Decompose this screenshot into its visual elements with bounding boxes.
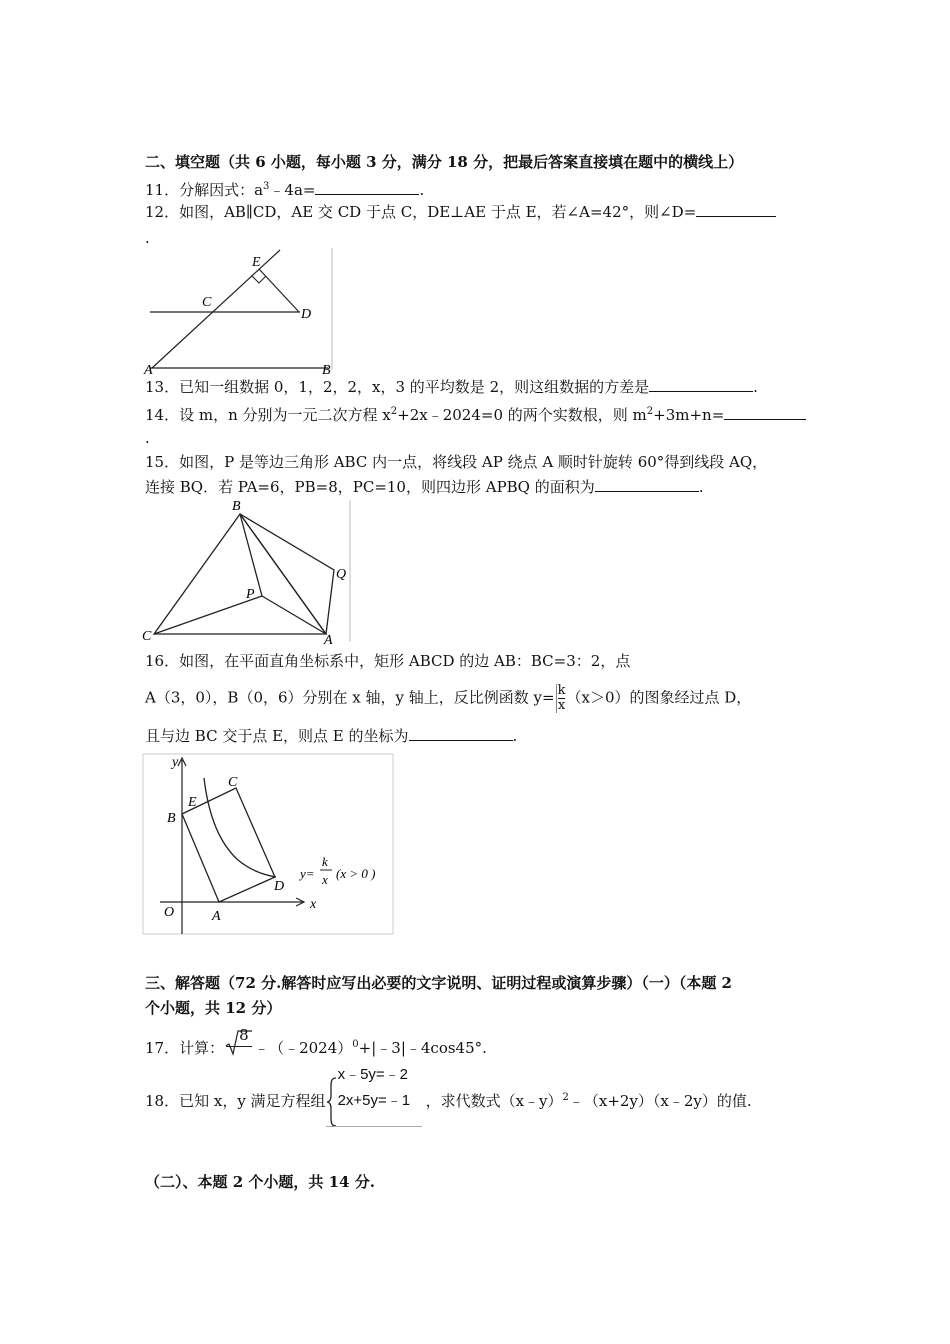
q17-label: 17．计算：	[145, 1039, 225, 1057]
section-3-heading-line-2: 个小题，共 12 分）	[145, 999, 282, 1017]
fraction-denominator: x	[557, 698, 566, 713]
label-b: B	[167, 811, 176, 826]
label-a: A	[212, 909, 221, 924]
q17-text-a: ﹣（﹣2024）	[254, 1039, 353, 1057]
q14-text-a: 14．设 m，n 分别为一元二次方程 x	[145, 406, 391, 424]
q18-equation-system	[326, 1066, 426, 1128]
q13-answer-blank[interactable]	[649, 377, 753, 392]
brace-icon	[326, 1076, 338, 1128]
q11-text: 11．分解因式：a	[145, 181, 264, 199]
q13-end: .	[753, 378, 758, 396]
segment-ba	[240, 514, 326, 634]
q15-answer-blank[interactable]	[595, 477, 699, 492]
equation-2: 2x+5y=﹣1	[337, 1092, 411, 1109]
label-o: O	[164, 905, 175, 920]
question-15-line-2	[145, 477, 704, 497]
q16-text-c: 且与边 BC 交于点 E，则点 E 的坐标为	[145, 727, 409, 745]
question-12	[145, 202, 776, 222]
q11-text-b: ﹣4a=	[269, 181, 316, 199]
triangle-abc	[154, 514, 326, 634]
q16-text-a: A（3，0），B（0，6）分别在 x 轴，y 轴上，反比例函数 y=	[145, 688, 555, 707]
function-label: y=	[300, 866, 315, 881]
q12-answer-blank[interactable]	[696, 202, 776, 217]
label-x: x	[310, 897, 317, 912]
label-e: E	[252, 255, 261, 270]
label-d: D	[274, 879, 285, 894]
line-ae	[152, 250, 280, 368]
q18-text-a: ，求代数式（x﹣y）	[425, 1092, 563, 1110]
q16-answer-blank[interactable]	[409, 726, 513, 741]
q11-sup: 3	[263, 181, 270, 192]
hyperbola-curve	[204, 778, 276, 877]
label-c: C	[228, 775, 238, 790]
sqrt-argument: 8	[239, 1026, 249, 1044]
underline	[326, 1126, 422, 1127]
q12-continuation: .	[145, 229, 150, 247]
question-11	[145, 177, 424, 200]
label-b: B	[322, 363, 331, 376]
label-q: Q	[336, 567, 347, 582]
q12-text: 12．如图，AB∥CD，AE 交 CD 于点 C，DE⊥AE 于点 E，若∠A=42°，则∠D=	[145, 203, 697, 221]
q11-end: .	[419, 181, 425, 199]
label-d: D	[301, 307, 312, 322]
question-14	[145, 402, 806, 425]
question-16-line-3	[145, 726, 517, 746]
function-numerator: k	[322, 854, 328, 869]
q14-answer-blank[interactable]	[724, 405, 806, 420]
label-a: A	[144, 363, 153, 376]
label-y: y	[172, 755, 179, 770]
function-denominator: x	[322, 872, 328, 887]
label-e: E	[188, 795, 197, 810]
label-b: B	[232, 499, 241, 514]
question-16-line-2	[145, 684, 751, 713]
q15-figure	[140, 496, 355, 646]
q13-text: 13．已知一组数据 0，1，2，2，x，3 的平均数是 2，则这组数据的方差是	[145, 378, 650, 396]
segments-bq-qa	[240, 514, 334, 634]
question-17	[145, 1026, 487, 1067]
q14-text-c: +3m+n=	[653, 406, 725, 424]
line-de	[259, 269, 299, 312]
question-13	[145, 377, 758, 397]
label-p: P	[246, 587, 255, 602]
q16-fraction	[556, 684, 566, 713]
q18-text-b: ﹣（x+2y）（x﹣2y）的值.	[568, 1092, 752, 1110]
fraction-bar	[226, 1046, 252, 1047]
question-16-line-1: 16．如图，在平面直角坐标系中，矩形 ABCD 的边 AB：BC=3：2，点	[145, 652, 631, 670]
q15-end: .	[698, 478, 704, 496]
question-15-line-1: 15．如图，P 是等边三角形 ABC 内一点，将线段 AP 绕点 A 顺时针旋转 60°得到线段 AQ，	[145, 453, 768, 471]
q17-sqrt-expression	[224, 1026, 254, 1064]
q11-answer-blank[interactable]	[315, 180, 419, 195]
section-3-part-2-heading: （二）、本题 2 个小题，共 14 分.	[145, 1173, 375, 1191]
q15-text: 连接 BQ．若 PA=6，PB=8，PC=10，则四边形 APBQ 的面积为	[145, 478, 595, 496]
q17-text-b: +|﹣3|﹣4cos45°.	[358, 1039, 487, 1057]
label-c: C	[142, 629, 152, 644]
q14-sup-1: 2	[390, 406, 398, 417]
equation-1: x﹣5y=﹣2	[337, 1066, 409, 1083]
q16-text-b: （x＞0）的图象经过点 D，	[566, 688, 752, 707]
fraction-numerator: k	[557, 683, 566, 698]
figure-border	[143, 754, 393, 934]
q14-text-b: +2x﹣2024=0 的两个实数根，则 m	[397, 406, 647, 424]
function-condition: (x > 0 )	[336, 866, 376, 881]
q17-sup: 0	[352, 1039, 359, 1050]
label-a: A	[324, 633, 333, 646]
q14-continuation: .	[145, 429, 150, 447]
section-2-heading: 二、填空题（共 6 小题，每小题 3 分，满分 18 分，把最后答案直接填在题中的横线上）	[145, 153, 744, 171]
q18-sup: 2	[562, 1092, 569, 1103]
section-3-heading-line-1: 三、解答题（72 分.解答时应写出必要的文字说明、证明过程或演算步骤）（一）（本题 2	[145, 974, 732, 992]
q14-sup-2: 2	[646, 406, 654, 417]
right-angle-mark	[252, 276, 266, 283]
question-18	[145, 1066, 752, 1128]
q12-figure	[142, 246, 342, 376]
q16-end: .	[512, 727, 518, 745]
label-c: C	[202, 295, 212, 310]
q18-label: 18．已知 x，y 满足方程组	[145, 1092, 326, 1110]
q16-figure	[142, 752, 397, 937]
